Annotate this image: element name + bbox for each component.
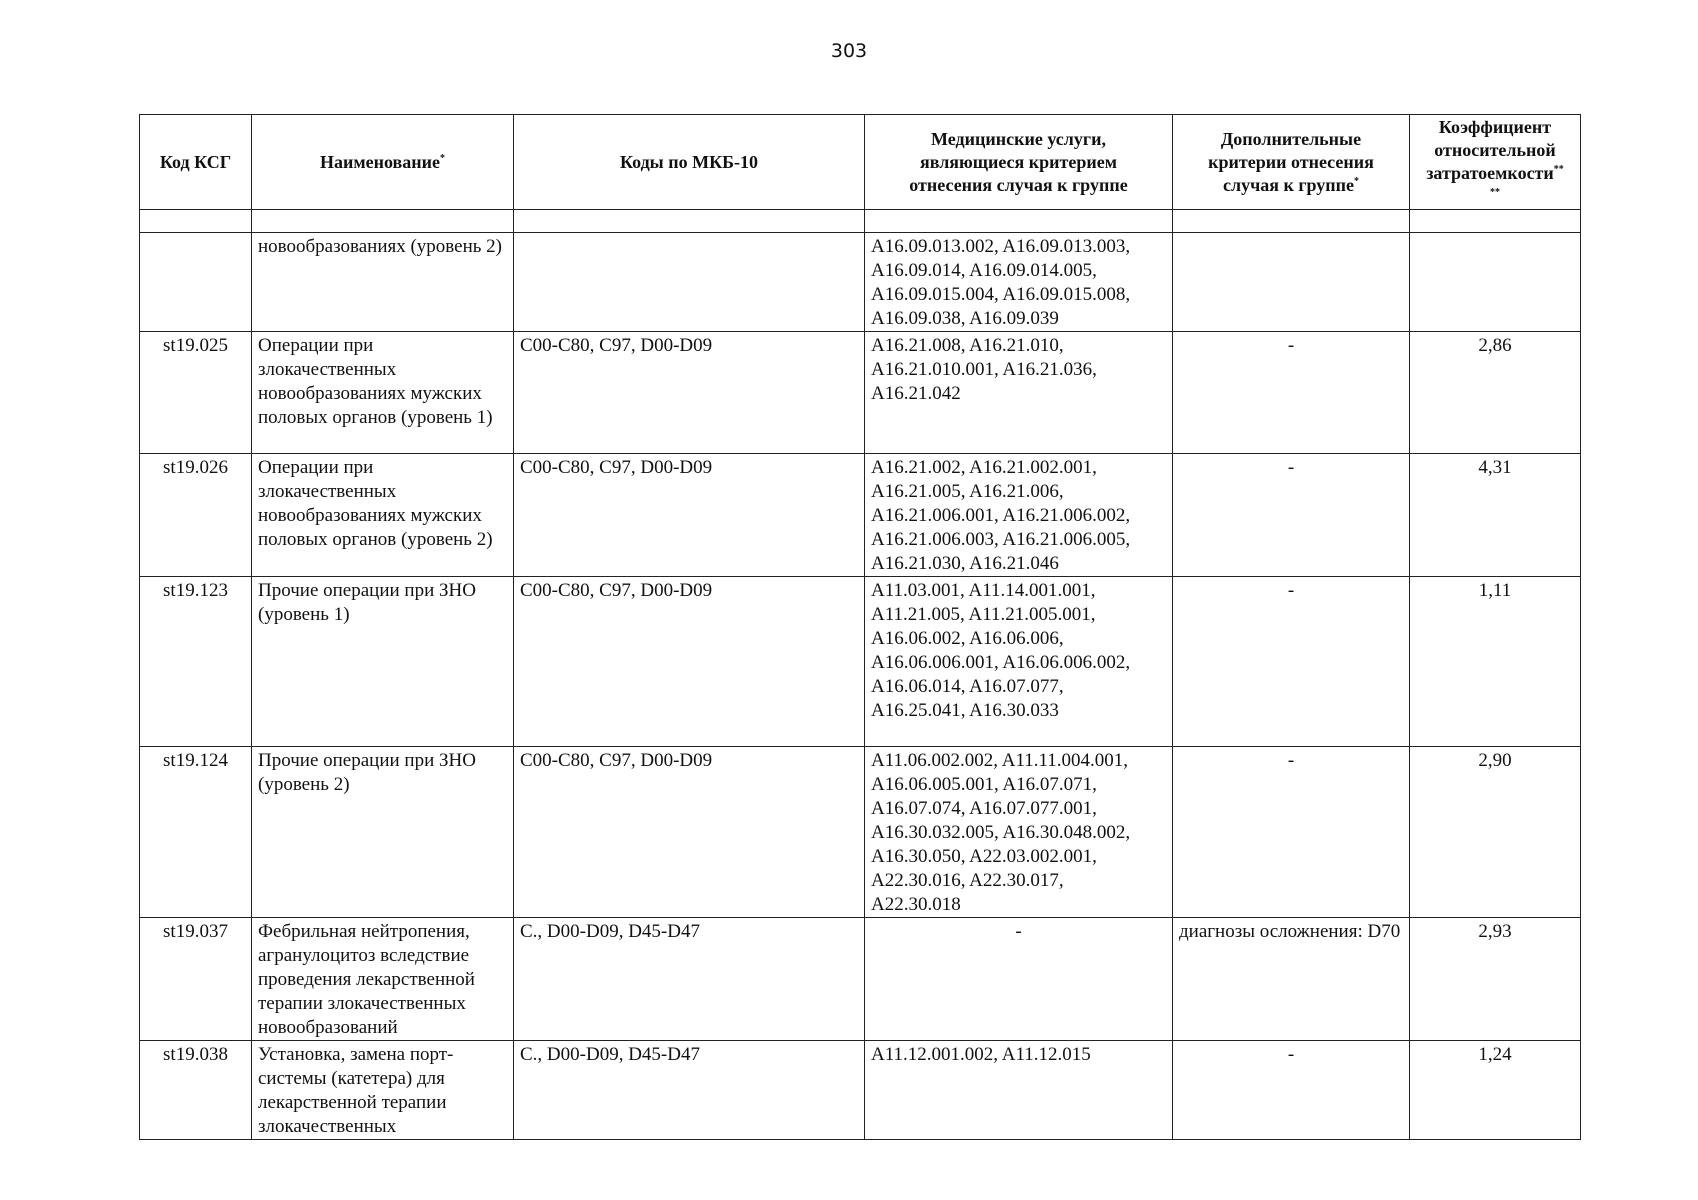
footnote-mark: * xyxy=(1354,175,1360,187)
cell-name: Установка, замена порт-системы (катетера) для лекарственной терапии злокачественных xyxy=(252,1041,514,1140)
cell-extra: - xyxy=(1173,332,1410,454)
cell-extra: - xyxy=(1173,577,1410,747)
cell-coef xyxy=(1410,233,1581,332)
service-code-line: A22.30.018 xyxy=(871,894,961,915)
service-code-line: A16.06.002, A16.06.006, xyxy=(871,628,1064,649)
cell-mkb: C00-C80, C97, D00-D09 xyxy=(514,332,865,454)
cell-services xyxy=(865,454,1173,577)
cell-services xyxy=(865,918,1173,1041)
service-code-line: A16.21.002, A16.21.002.001, xyxy=(871,457,1097,478)
service-code-line: A16.06.014, A16.07.077, xyxy=(871,676,1064,697)
cell-mkb: C., D00-D09, D45-D47 xyxy=(514,1041,865,1140)
cell-services xyxy=(865,233,1173,332)
cell-extra: - xyxy=(1173,1041,1410,1140)
service-code-line: A11.21.005, A11.21.005.001, xyxy=(871,604,1096,625)
cell-mkb: C00-C80, C97, D00-D09 xyxy=(514,747,865,918)
table-row xyxy=(140,918,1581,1041)
footnote-mark: * xyxy=(440,152,445,164)
service-code-line: A16.21.010.001, A16.21.036, xyxy=(871,359,1097,380)
service-code-line: A16.07.074, A16.07.077.001, xyxy=(871,798,1097,819)
ksg-table xyxy=(139,114,1581,1140)
spacer-row xyxy=(140,210,1581,233)
header-row xyxy=(140,115,1581,210)
header-services: Медицинские услуги, являющиеся критерием отнесения случая к группе xyxy=(865,115,1173,210)
cell-extra xyxy=(1173,233,1410,332)
header-mkb: Коды по МКБ-10 xyxy=(514,115,865,210)
cell-mkb: C., D00-D09, D45-D47 xyxy=(514,918,865,1041)
table-row xyxy=(140,454,1581,577)
header-code: Код КСГ xyxy=(140,115,252,210)
header-coef: Коэффициент относительной затратоемкости** ** xyxy=(1410,115,1581,210)
service-code-line: A16.09.038, A16.09.039 xyxy=(871,308,1059,329)
service-code-line: A16.21.006.003, A16.21.006.005, xyxy=(871,529,1131,550)
table-row xyxy=(140,747,1581,918)
table-row xyxy=(140,233,1581,332)
cell-name: Фебрильная нейтропения, агранулоцитоз вследствие проведения лекарственной терапии злокачественных новообразований xyxy=(252,918,514,1041)
service-code-line: - xyxy=(1015,921,1022,942)
service-code-line: A16.30.032.005, A16.30.048.002, xyxy=(871,822,1131,843)
service-code-line: A11.03.001, A11.14.001.001, xyxy=(871,580,1096,601)
cell-code xyxy=(140,233,252,332)
cell-services xyxy=(865,747,1173,918)
table-row xyxy=(140,577,1581,747)
service-code-line: A16.06.006.001, A16.06.006.002, xyxy=(871,652,1131,673)
table-row xyxy=(140,1041,1581,1140)
service-code-line: A16.21.030, A16.21.046 xyxy=(871,553,1059,574)
service-code-line: A16.21.006.001, A16.21.006.002, xyxy=(871,505,1131,526)
service-code-line: A16.09.015.004, A16.09.015.008, xyxy=(871,284,1131,305)
service-code-line: A11.12.001.002, A11.12.015 xyxy=(871,1044,1091,1065)
service-code-line: A16.25.041, A16.30.033 xyxy=(871,700,1059,721)
cell-name: Прочие операции при ЗНО (уровень 2) xyxy=(252,747,514,918)
service-code-line: A16.06.005.001, A16.07.071, xyxy=(871,774,1097,795)
cell-mkb: C00-C80, C97, D00-D09 xyxy=(514,577,865,747)
cell-coef: 4,31 xyxy=(1410,454,1581,577)
service-code-line: A16.21.008, A16.21.010, xyxy=(871,335,1064,356)
cell-coef: 1,24 xyxy=(1410,1041,1581,1140)
cell-extra: диагнозы осложнения: D70 xyxy=(1173,918,1410,1041)
cell-mkb xyxy=(514,233,865,332)
footnote-mark: ** xyxy=(1490,187,1500,198)
service-code-line: A16.09.013.002, A16.09.013.003, xyxy=(871,236,1131,257)
cell-extra: - xyxy=(1173,454,1410,577)
cell-code: st19.037 xyxy=(140,918,252,1041)
cell-code: st19.124 xyxy=(140,747,252,918)
service-code-line: A22.30.016, A22.30.017, xyxy=(871,870,1064,891)
footnote-mark: ** xyxy=(1553,164,1564,175)
service-code-line: A16.09.014, A16.09.014.005, xyxy=(871,260,1097,281)
cell-services xyxy=(865,577,1173,747)
cell-mkb: C00-C80, C97, D00-D09 xyxy=(514,454,865,577)
cell-extra: - xyxy=(1173,747,1410,918)
cell-coef: 1,11 xyxy=(1410,577,1581,747)
cell-services xyxy=(865,1041,1173,1140)
cell-name: Прочие операции при ЗНО (уровень 1) xyxy=(252,577,514,747)
page-number: 303 xyxy=(830,40,868,62)
cell-code: st19.038 xyxy=(140,1041,252,1140)
header-extra: Дополнительные критерии отнесения случая к группе* xyxy=(1173,115,1410,210)
cell-code: st19.025 xyxy=(140,332,252,454)
cell-code: st19.123 xyxy=(140,577,252,747)
cell-name: Операции при злокачественных новообразованиях мужских половых органов (уровень 1) xyxy=(252,332,514,454)
service-code-line: A16.21.042 xyxy=(871,383,961,404)
table-row xyxy=(140,332,1581,454)
cell-name: Операции при злокачественных новообразованиях мужских половых органов (уровень 2) xyxy=(252,454,514,577)
service-code-line: A11.06.002.002, A11.11.004.001, xyxy=(871,750,1129,771)
cell-coef: 2,93 xyxy=(1410,918,1581,1041)
service-code-line: A16.21.005, A16.21.006, xyxy=(871,481,1064,502)
cell-coef: 2,90 xyxy=(1410,747,1581,918)
cell-code: st19.026 xyxy=(140,454,252,577)
header-name: Наименование* xyxy=(252,115,514,210)
cell-services xyxy=(865,332,1173,454)
cell-coef: 2,86 xyxy=(1410,332,1581,454)
service-code-line: A16.30.050, A22.03.002.001, xyxy=(871,846,1097,867)
cell-name: новообразованиях (уровень 2) xyxy=(252,233,514,332)
